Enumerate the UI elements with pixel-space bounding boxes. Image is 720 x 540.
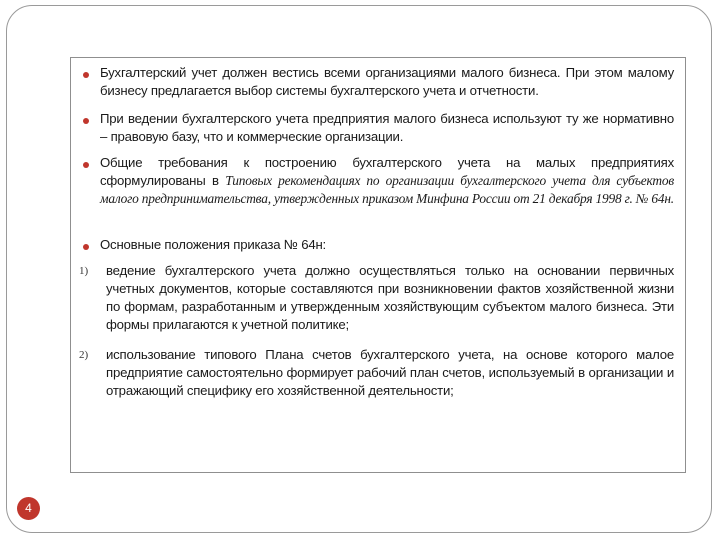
bullet-dot xyxy=(83,162,89,168)
bullet-dot xyxy=(83,118,89,124)
page-number-badge: 4 xyxy=(17,497,40,520)
bullet-dot xyxy=(83,72,89,78)
bullet-item-4: Основные положения приказа № 64н: xyxy=(100,237,327,252)
bullet-dot xyxy=(83,244,89,250)
list-number-1: 1) xyxy=(79,265,89,277)
bullet-item-3-text: Общие требования к построению бухгалтерского учета на малых предприятиях сформулированы в xyxy=(100,155,674,188)
bullet-item-2: При ведении бухгалтерского учета предприятия малого бизнеса используют ту же нормативно – правовую базу, что и коммерческие организации. xyxy=(100,111,674,144)
list-number-2: 2) xyxy=(79,349,89,361)
bullet-item-3-italic: Типовых рекомендациях по организации бухгалтерского учета для субъектов малого предпринимательства, утвержденных приказом Минфина России от 21 декабря 1998 г. № 64н. xyxy=(100,173,674,206)
numbered-item-2: использование типового Плана счетов бухгалтерского учета, на основе которого малое предприятие самостоятельно формирует рабочий план счетов, используемый в организации и отражающий специфику его хозяйственной деятельности; xyxy=(106,347,674,398)
bullet-item-1: Бухгалтерский учет должен вестись всеми организациями малого бизнеса. При этом малому бизнесу предлагается выбор системы бухгалтерского учета и отчетности. xyxy=(100,65,674,98)
numbered-item-1: ведение бухгалтерского учета должно осуществляться только на основании первичных учетных документов, которые составляются при возникновении фактов хозяйственной жизни по формам, разработанным и утвержденным хозяйствующим субъектом малого бизнеса. Эти формы прилагаются к учетной политике; xyxy=(106,263,674,332)
bullet-item-3 xyxy=(100,154,674,208)
